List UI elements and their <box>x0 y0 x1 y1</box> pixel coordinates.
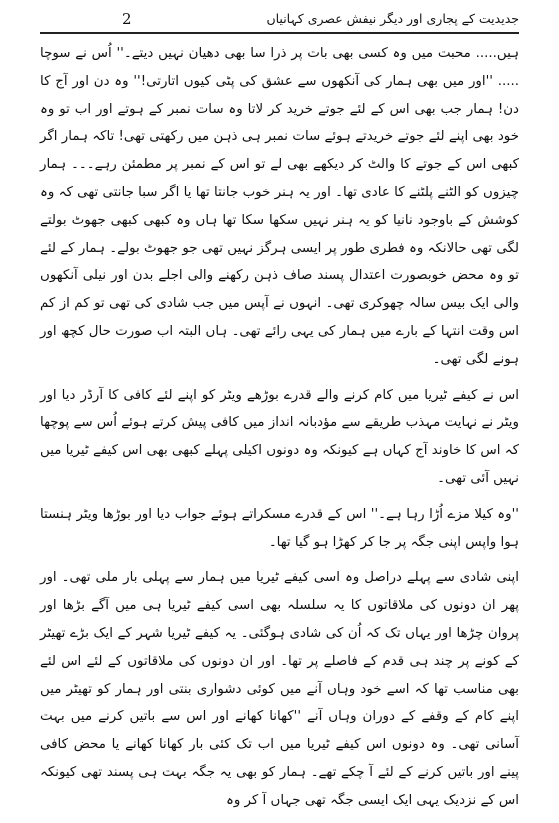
paragraph-3: ''وہ کیلا مزے اُڑا رہا ہے۔'' اس کے قدرے مسکراتے ہوئے جواب دیا اور بوڑھا ویٹر ہنستا ہوا واپس اپنی جگہ پر جا کر کھڑا ہو گیا تھا۔ <box>40 506 519 550</box>
page-header <box>40 8 519 34</box>
page-number: 2 <box>122 10 132 28</box>
body-text <box>40 40 519 823</box>
running-title: جدیدیت کے پجاری اور دیگر نیفش عصری کہانیاں <box>266 11 519 26</box>
paragraph-4: اپنی شادی سے پہلے دراصل وہ اسی کیفے ٹیریا میں ہمار سے پہلی بار ملی تھی۔ اور پھر ان دونوں کی ملاقاتوں کا یہ سلسلہ بھی اسی کیفے ٹیریا ہی میں آگے بڑھا اور پروان چڑھا اور یہاں تک کہ اُن کی شادی ہوگئی۔ یہ کیفے ٹیریا شہر کے ایک بڑے تھیٹر کے کونے پر چند ہی قدم کے فاصلے پر تھا۔ اور ان دونوں کی ملاقاتوں کے لئے اس لئے بھی مناسب تھا کہ اسے خود وہاں آنے میں کوئی دشواری بنتی اور ہمار کو تھیٹر میں اپنے کام کے وقفے کے دوران وہاں آنے ''کھانا کھانے اور اس سے باتیں کرنے میں بہت آسانی تھی۔ وہ دونوں اس کیفے ٹیریا میں اب تک کئی بار کھانا کھانے یا محض کافی پینے اور باتیں کرنے کے لئے آ چکے تھے۔ ہمار کو بھی یہ جگہ بہت ہی پسند تھی کیونکہ اس کے نزدیک یہی ایک ایسی جگہ تھی جہاں آ کر وہ <box>40 570 519 808</box>
paragraph-2: اس نے کیفے ٹیریا میں کام کرنے والے قدرے بوڑھے ویٹر کو اپنے لئے کافی کا آرڈر دیا اور ویٹر نے نہایت مہذب طریقے سے مؤدبانہ انداز میں کافی پیش کرتے ہوئے اُس سے پوچھا کہ اس کا خاوند آج کہاں ہے کیونکہ وہ دونوں اکیلی پہلے کبھی بھی اس کیفے ٹیریا میں نہیں آئی تھی۔ <box>40 387 519 486</box>
paragraph-1: ہیں..... محبت میں وہ کسی بھی بات پر ذرا سا بھی دھیان نہیں دیتے۔'' اُس نے سوچا ..... ''اور میں بھی ہمار کی آنکھوں سے عشق کی پٹی کیوں اتارتی!'' وہ دن اور آج کا دن! ہمار جب بھی اس کے لئے جوتے خرید کر لاتا وہ سات نمبر کے ہوتے اور اب تو وہ خود بھی اپنے لئے جوتے خریدتے ہوئے سات نمبر ہی ذہن میں رکھتی تھی! تاکہ ہمار اگر کبھی اس کے جوتے کا والٹ کر دیکھے بھی لے تو اس کے نمبر پر مطمئن رہے۔۔۔ ہمار چیزوں کو الٹنے پلٹنے کا عادی تھا۔ اور یہ ہنر خوب جانتا تھا یا اگر سبا جانتی تھی کہ وہ کوشش کے باوجود نانیا کو یہ ہنر نہیں سکھا سکا تھا ہاں وہ کبھی کبھی جھوٹ بولتے لگی تھی حالانکہ وہ فطری طور پر ایسی ہرگز نہیں تھی جو جھوٹ بولے۔ ہمار کے لئے تو وہ محض خوبصورت اعتدال پسند صاف ذہن رکھنے والی اجلے بدن اور نیلی آنکھوں والی ایک بیس سالہ چھوکری تھی۔ انہوں نے آپس میں جب شادی کی تھی تو کم از کم اس وقت انتہا کے بارے میں ہمار کی یہی رائے تھی۔ ہاں البتہ اب صورت حال کچھ اور ہونے لگی تھی۔ <box>40 46 519 367</box>
